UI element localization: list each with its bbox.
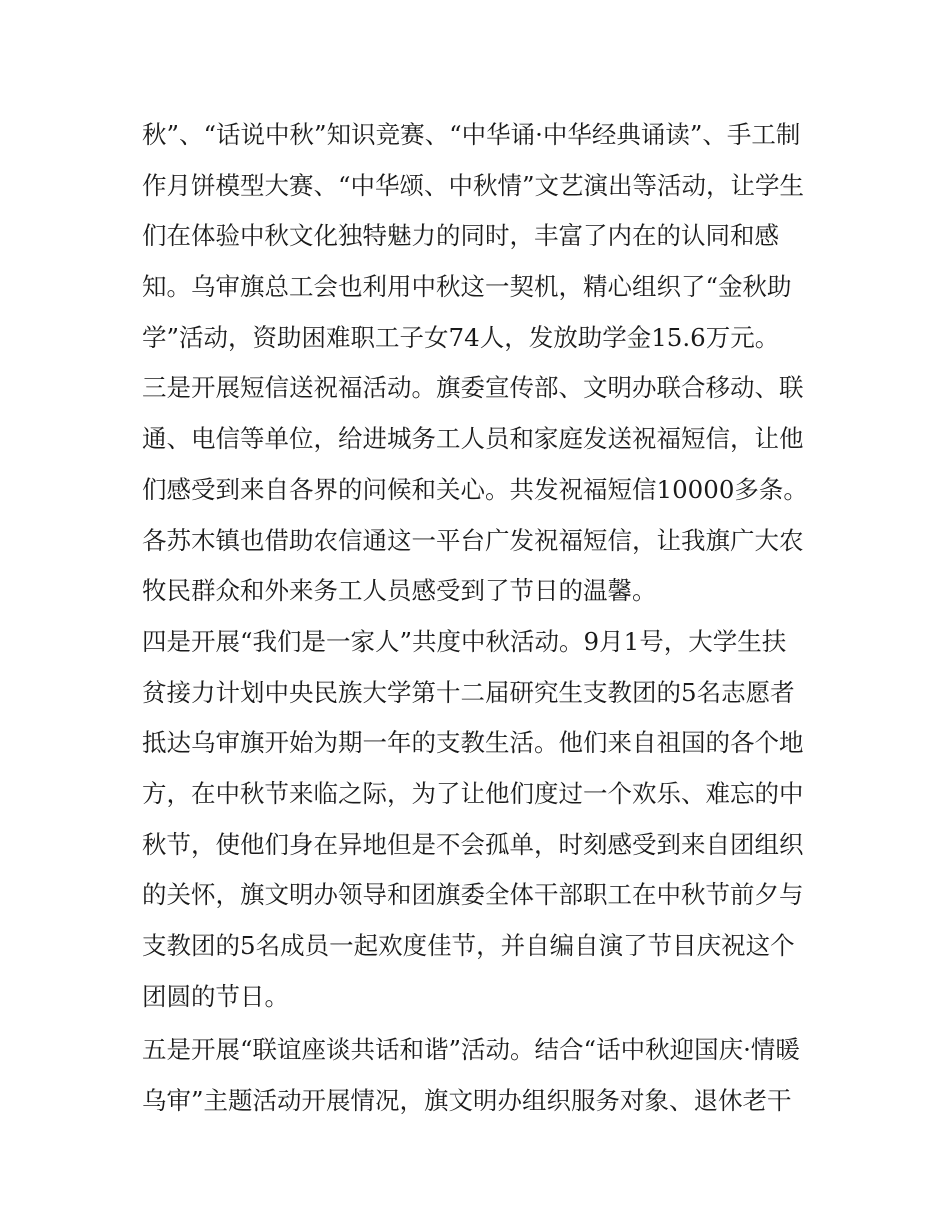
- text-line: 抵达乌审旗开始为期一年的支教生活。他们来自祖国的各个地: [142, 728, 804, 758]
- text-line: 三是开展短信送祝福活动。旗委宣传部、文明办联合移动、联: [142, 373, 804, 403]
- body-text: [142, 110, 822, 1127]
- text-line: 秋节，使他们身在异地但是不会孤单，时刻感受到来自团组织: [142, 829, 804, 859]
- text-line: 通、电信等单位，给进城务工人员和家庭发送祝福短信，让他: [142, 424, 804, 454]
- text-line: 各苏木镇也借助农信通这一平台广发祝福短信，让我旗广大农: [142, 525, 804, 555]
- text-line: 五是开展“联谊座谈共话和谐”活动。结合“话中秋迎国庆·情暖: [142, 1035, 800, 1065]
- text-line: 贫接力计划中央民族大学第十二届研究生支教团的5名志愿者: [142, 677, 795, 707]
- text-line: 作月饼模型大赛、“中华颂、中秋情”文艺演出等活动，让学生: [142, 170, 805, 200]
- text-line: 们感受到来自各界的问候和关心。共发祝福短信10000多条。: [142, 474, 808, 504]
- text-line: 方，在中秋节来临之际，为了让他们度过一个欢乐、难忘的中: [142, 778, 804, 808]
- text-line: 团圆的节日。: [142, 981, 289, 1011]
- text-line: 乌审”主题活动开展情况，旗文明办组织服务对象、退休老干: [142, 1086, 792, 1116]
- text-line: 支教团的5名成员一起欢度佳节，并自编自演了节目庆祝这个: [142, 931, 795, 960]
- text-line: 牧民群众和外来务工人员感受到了节日的温馨。: [142, 576, 657, 606]
- text-line: 的关怀，旗文明办领导和团旗委全体干部职工在中秋节前夕与: [142, 880, 804, 910]
- text-line: 知。乌审旗总工会也利用中秋这一契机，精心组织了“金秋助: [142, 272, 792, 302]
- text-line: 四是开展“我们是一家人”共度中秋活动。9月1号，大学生扶: [142, 626, 787, 656]
- text-line: 学”活动，资助困难职工子女74人，发放助学金15.6万元。: [142, 322, 780, 352]
- text-line: 秋”、“话说中秋”知识竞赛、“中华诵·中华经典诵读”、手工制: [142, 120, 801, 149]
- text-line: 们在体验中秋文化独特魅力的同时，丰富了内在的认同和感: [142, 221, 779, 251]
